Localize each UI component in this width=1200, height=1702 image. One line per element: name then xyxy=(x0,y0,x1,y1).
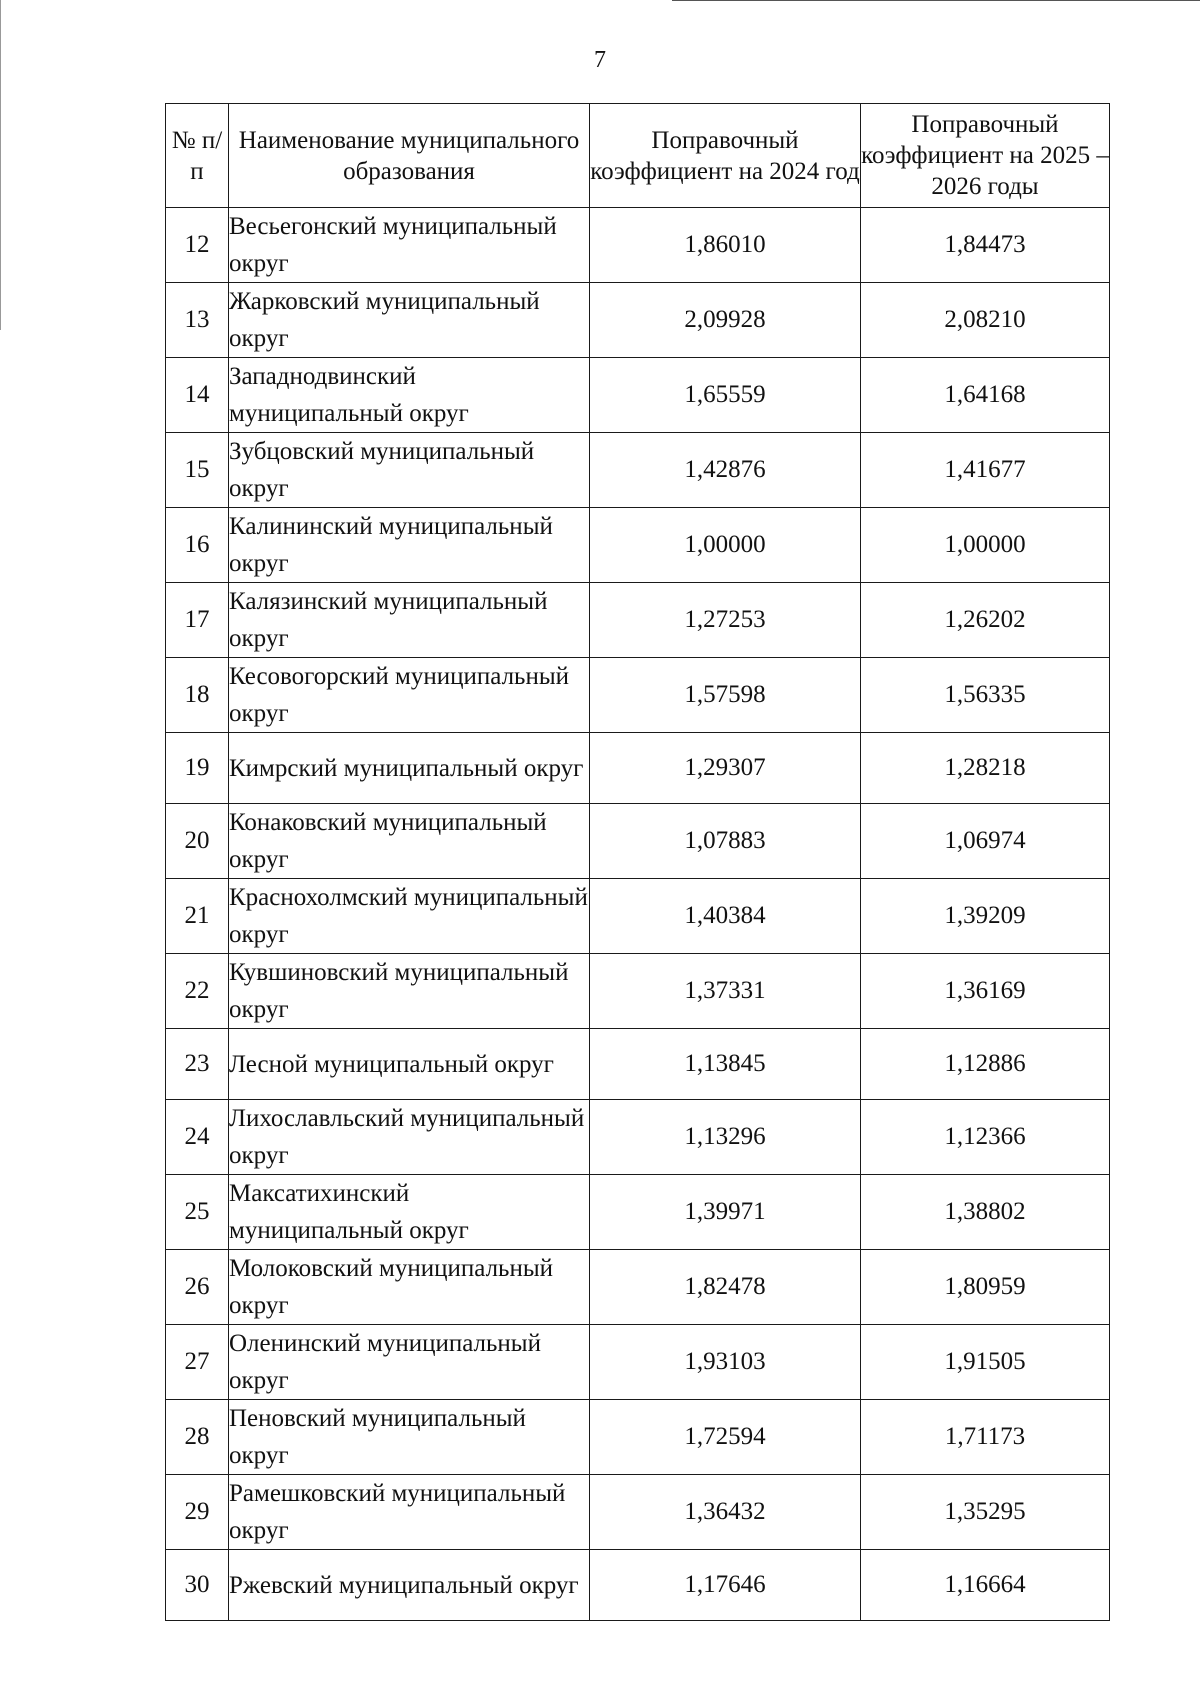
coefficient-2024: 1,72594 xyxy=(590,1400,861,1475)
table-row xyxy=(166,358,1110,433)
municipality-name: Зубцовский муниципальный округ xyxy=(229,433,590,508)
row-number: 17 xyxy=(166,583,229,658)
row-number: 30 xyxy=(166,1550,229,1621)
row-number: 26 xyxy=(166,1250,229,1325)
row-number: 21 xyxy=(166,879,229,954)
municipality-name: Жарковский муниципальный округ xyxy=(229,283,590,358)
coefficient-2024: 1,86010 xyxy=(590,208,861,283)
row-number: 12 xyxy=(166,208,229,283)
municipality-name: Лесной муниципальный округ xyxy=(229,1029,590,1100)
table-row xyxy=(166,1475,1110,1550)
coefficient-2025-2026: 2,08210 xyxy=(861,283,1110,358)
table-row xyxy=(166,658,1110,733)
coefficient-2024: 1,36432 xyxy=(590,1475,861,1550)
municipality-name: Ржевский муниципальный округ xyxy=(229,1550,590,1621)
municipality-name: Калязинский муниципальный округ xyxy=(229,583,590,658)
row-number: 28 xyxy=(166,1400,229,1475)
table-row xyxy=(166,1325,1110,1400)
coefficient-2024: 1,82478 xyxy=(590,1250,861,1325)
coefficient-2025-2026: 1,26202 xyxy=(861,583,1110,658)
row-number: 27 xyxy=(166,1325,229,1400)
coefficient-2024: 1,17646 xyxy=(590,1550,861,1621)
coefficient-2025-2026: 1,71173 xyxy=(861,1400,1110,1475)
municipality-name: Лихославльский муниципальный округ xyxy=(229,1100,590,1175)
table-row xyxy=(166,804,1110,879)
coefficient-2025-2026: 1,36169 xyxy=(861,954,1110,1029)
municipality-name: Конаковский муниципальный округ xyxy=(229,804,590,879)
row-number: 23 xyxy=(166,1029,229,1100)
row-number: 15 xyxy=(166,433,229,508)
coefficient-2024: 1,13845 xyxy=(590,1029,861,1100)
coefficient-2025-2026: 1,12366 xyxy=(861,1100,1110,1175)
coefficient-2025-2026: 1,35295 xyxy=(861,1475,1110,1550)
table-row xyxy=(166,1550,1110,1621)
row-number: 20 xyxy=(166,804,229,879)
table-row xyxy=(166,1175,1110,1250)
header-name: Наименование муниципального образования xyxy=(229,104,590,208)
municipality-name: Рамешковский муниципальный округ xyxy=(229,1475,590,1550)
coefficient-2024: 1,29307 xyxy=(590,733,861,804)
municipality-name: Весьегонский муниципальный округ xyxy=(229,208,590,283)
coefficient-2024: 1,07883 xyxy=(590,804,861,879)
coefficient-2024: 1,93103 xyxy=(590,1325,861,1400)
coefficient-2025-2026: 1,64168 xyxy=(861,358,1110,433)
coefficient-2024: 1,57598 xyxy=(590,658,861,733)
table-row xyxy=(166,1100,1110,1175)
coefficient-2024: 1,37331 xyxy=(590,954,861,1029)
table-row xyxy=(166,879,1110,954)
municipality-name: Западнодвинский муниципальный округ xyxy=(229,358,590,433)
coefficient-2025-2026: 1,39209 xyxy=(861,879,1110,954)
municipality-name: Кимрский муниципальный округ xyxy=(229,733,590,804)
coefficient-2024: 1,27253 xyxy=(590,583,861,658)
row-number: 16 xyxy=(166,508,229,583)
municipality-name: Кувшиновский муниципальный округ xyxy=(229,954,590,1029)
coefficient-2025-2026: 1,16664 xyxy=(861,1550,1110,1621)
table-row xyxy=(166,1400,1110,1475)
municipality-name: Максатихинский муниципальный округ xyxy=(229,1175,590,1250)
header-coef-2024: Поправочный коэффициент на 2024 год xyxy=(590,104,861,208)
coefficient-2025-2026: 1,84473 xyxy=(861,208,1110,283)
coefficient-2025-2026: 1,38802 xyxy=(861,1175,1110,1250)
coefficient-2025-2026: 1,06974 xyxy=(861,804,1110,879)
table-row xyxy=(166,1250,1110,1325)
municipality-name: Пеновский муниципальный округ xyxy=(229,1400,590,1475)
header-num: № п/п xyxy=(166,104,229,208)
coefficient-2024: 2,09928 xyxy=(590,283,861,358)
coefficient-2025-2026: 1,41677 xyxy=(861,433,1110,508)
municipality-name: Молоковский муниципальный округ xyxy=(229,1250,590,1325)
coefficients-table xyxy=(165,103,1110,1621)
row-number: 24 xyxy=(166,1100,229,1175)
table-row xyxy=(166,1029,1110,1100)
coefficient-2024: 1,40384 xyxy=(590,879,861,954)
coefficient-2025-2026: 1,91505 xyxy=(861,1325,1110,1400)
coefficient-2025-2026: 1,80959 xyxy=(861,1250,1110,1325)
table-row xyxy=(166,433,1110,508)
table-body xyxy=(166,208,1110,1621)
coefficient-2024: 1,00000 xyxy=(590,508,861,583)
row-number: 19 xyxy=(166,733,229,804)
coefficient-2024: 1,39971 xyxy=(590,1175,861,1250)
row-number: 22 xyxy=(166,954,229,1029)
table-row xyxy=(166,583,1110,658)
table-header-row xyxy=(166,104,1110,208)
coefficient-2025-2026: 1,12886 xyxy=(861,1029,1110,1100)
municipality-name: Кесовогорский муниципальный округ xyxy=(229,658,590,733)
coefficient-2025-2026: 1,00000 xyxy=(861,508,1110,583)
coefficient-2024: 1,13296 xyxy=(590,1100,861,1175)
row-number: 29 xyxy=(166,1475,229,1550)
table-row xyxy=(166,733,1110,804)
scan-edge-top xyxy=(672,0,1200,1)
coefficient-2024: 1,42876 xyxy=(590,433,861,508)
row-number: 18 xyxy=(166,658,229,733)
coefficient-2025-2026: 1,28218 xyxy=(861,733,1110,804)
coefficient-2025-2026: 1,56335 xyxy=(861,658,1110,733)
page-number: 7 xyxy=(594,47,606,73)
table-row xyxy=(166,208,1110,283)
municipality-name: Краснохолмский муниципальный округ xyxy=(229,879,590,954)
table-row xyxy=(166,508,1110,583)
row-number: 13 xyxy=(166,283,229,358)
table-row xyxy=(166,954,1110,1029)
coefficient-2024: 1,65559 xyxy=(590,358,861,433)
row-number: 14 xyxy=(166,358,229,433)
table-row xyxy=(166,283,1110,358)
header-coef-2025-2026: Поправочный коэффициент на 2025 – 2026 годы xyxy=(861,104,1110,208)
row-number: 25 xyxy=(166,1175,229,1250)
municipality-name: Оленинский муниципальный округ xyxy=(229,1325,590,1400)
municipality-name: Калининский муниципальный округ xyxy=(229,508,590,583)
